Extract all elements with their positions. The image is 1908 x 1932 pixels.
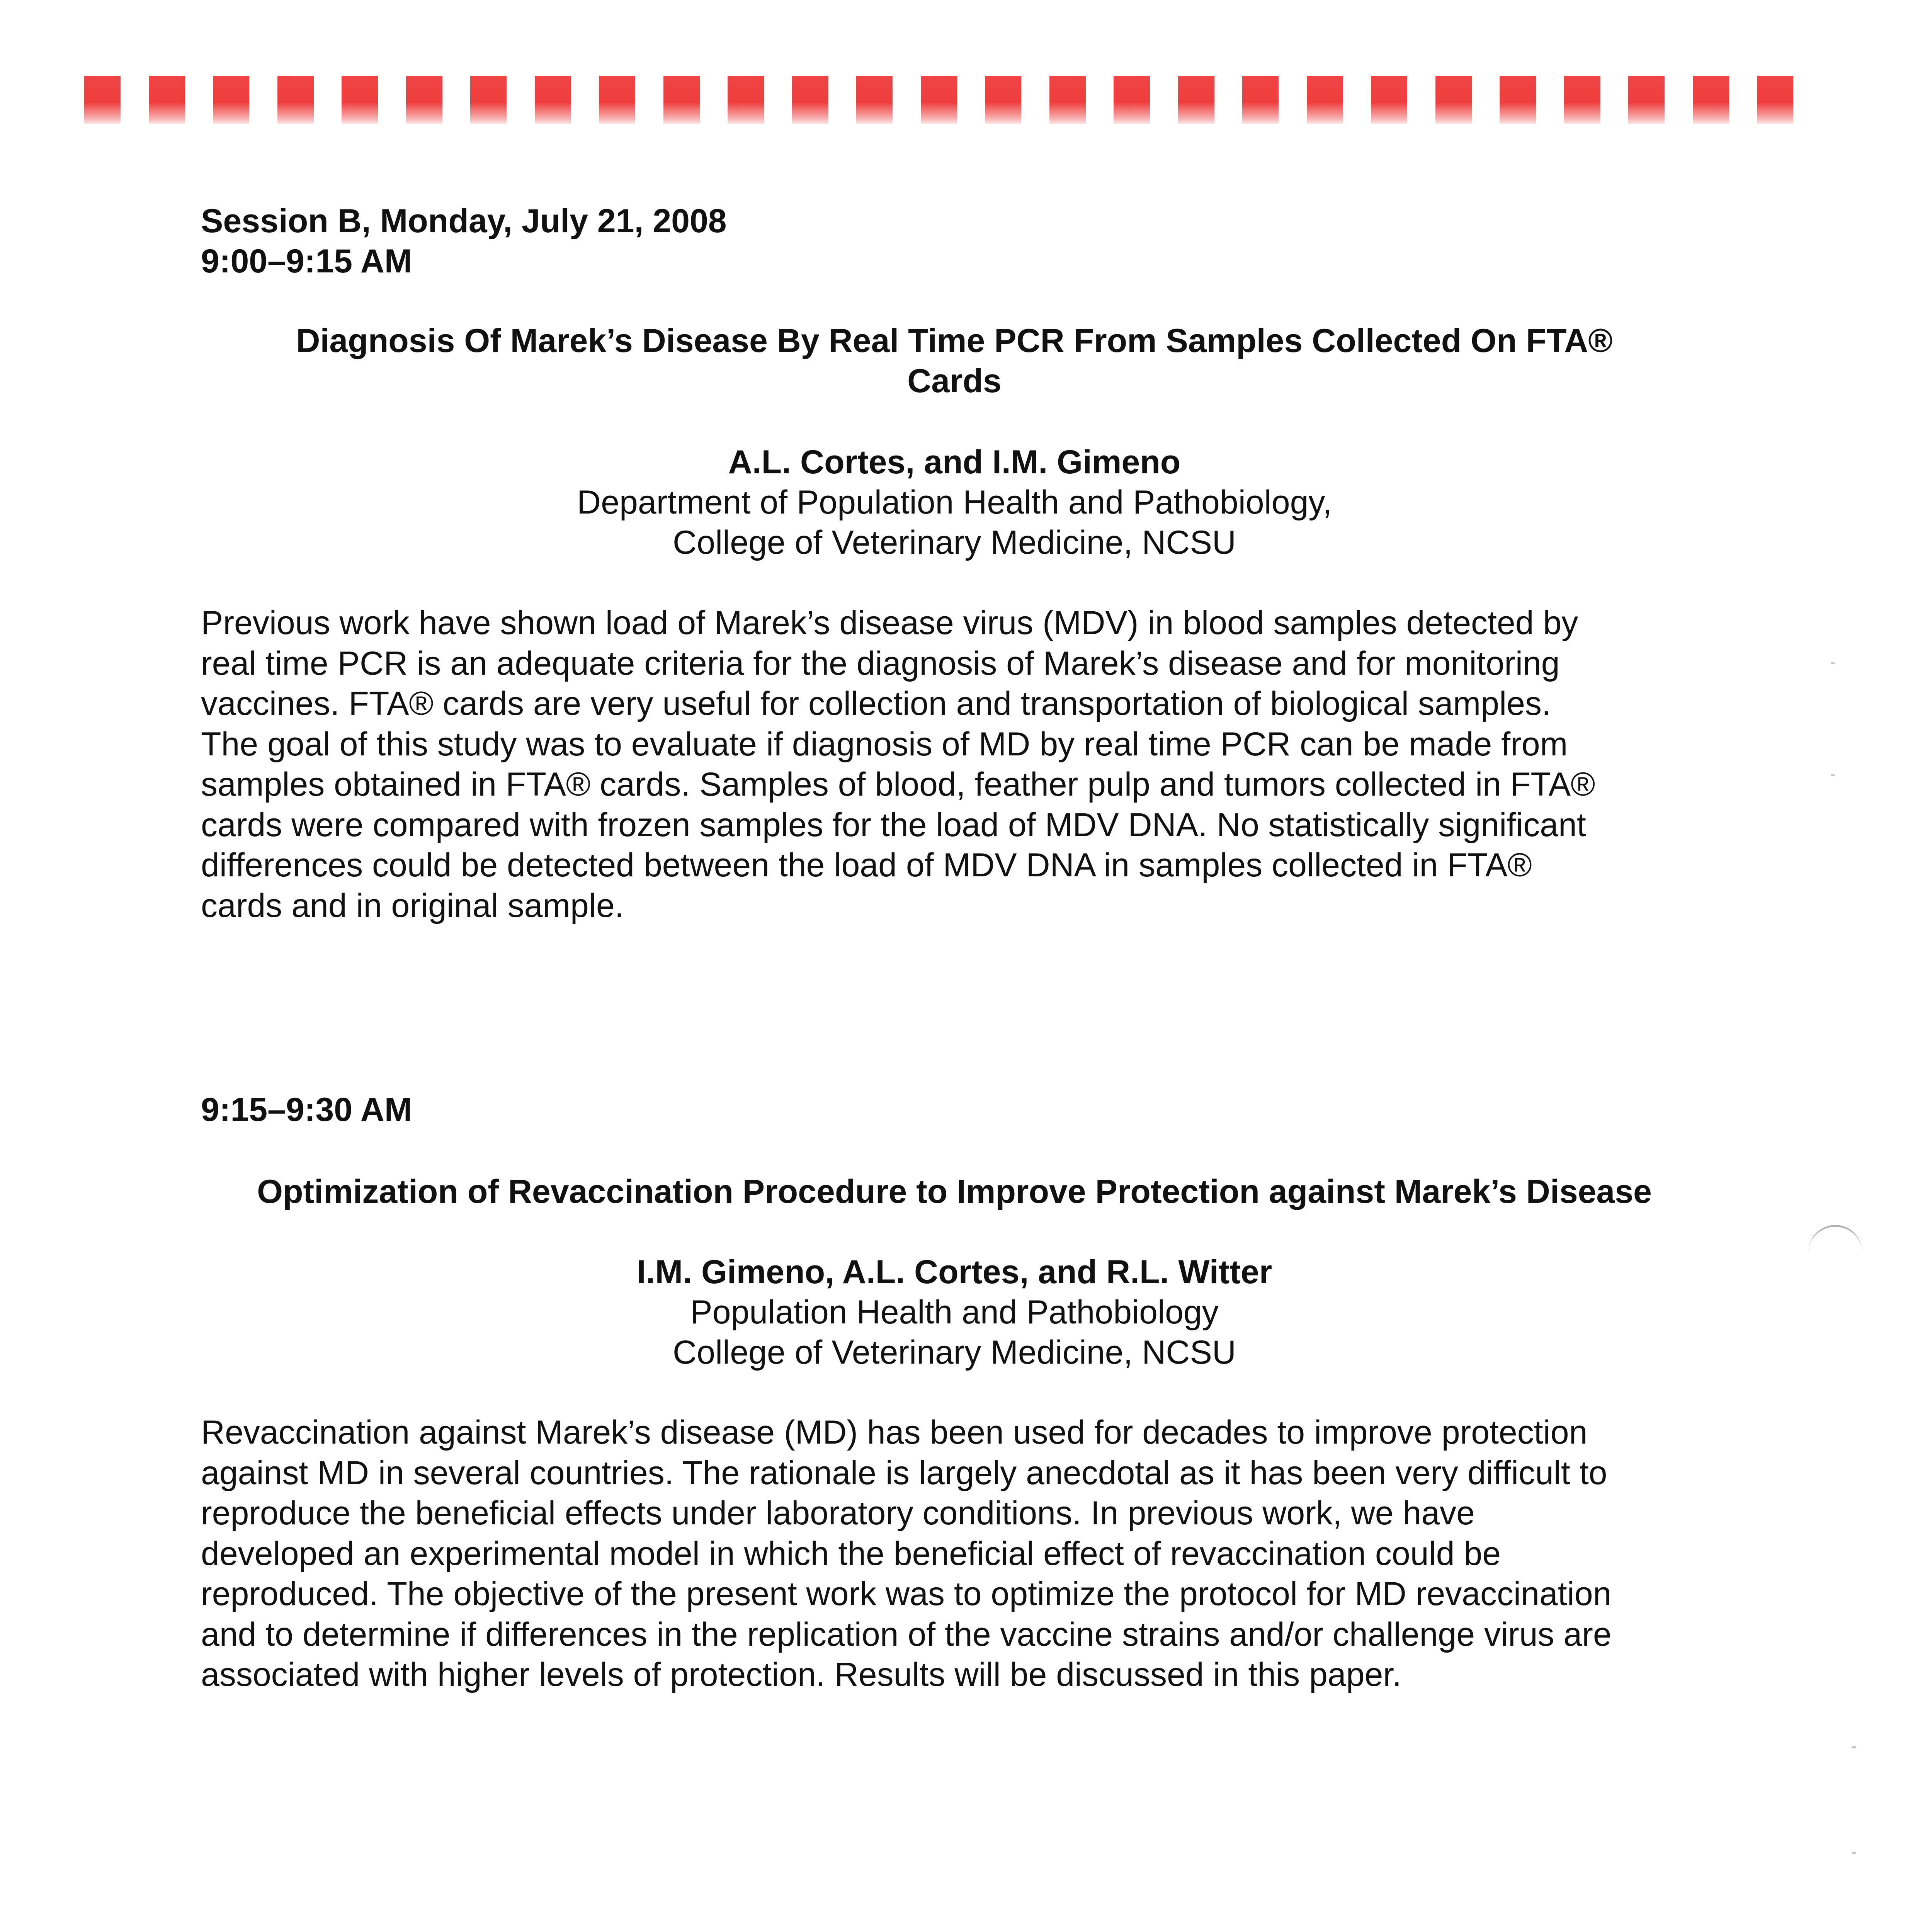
talk-1-authors: A.L. Cortes, and I.M. Gimeno bbox=[728, 444, 1181, 481]
border-dash bbox=[1500, 76, 1536, 124]
border-dash bbox=[1307, 76, 1343, 124]
border-dash bbox=[663, 76, 700, 124]
talk-1-abstract bbox=[201, 603, 1700, 926]
border-dash bbox=[1757, 76, 1793, 124]
border-dash bbox=[1564, 76, 1600, 124]
talk-2-title bbox=[201, 1172, 1708, 1212]
talk-2-affiliation-line: College of Veterinary Medicine, NCSU bbox=[673, 1334, 1236, 1371]
abstract-line: The goal of this study was to evaluate if diagnosis of MD by real time PCR can be made from bbox=[201, 725, 1568, 763]
border-dash bbox=[1693, 76, 1729, 124]
border-dash bbox=[856, 76, 893, 124]
abstract-line: and to determine if differences in the replication of the vaccine strains and/or challenge virus are bbox=[201, 1616, 1612, 1653]
talk-1-affiliation-line: Department of Population Health and Pathobiology, bbox=[577, 484, 1332, 521]
border-dash bbox=[1628, 76, 1665, 124]
abstract-line: differences could be detected between the load of MDV DNA in samples collected in FTA® bbox=[201, 847, 1532, 884]
talk-1-title-line: Cards bbox=[907, 362, 1002, 400]
abstract-line: cards and in original sample. bbox=[201, 887, 624, 924]
border-dash bbox=[470, 76, 507, 124]
abstract-line: Previous work have shown load of Marek’s disease virus (MDV) in blood samples detected by bbox=[201, 604, 1578, 641]
border-dash bbox=[406, 76, 442, 124]
scan-artifact bbox=[1831, 662, 1835, 664]
border-dash bbox=[277, 76, 314, 124]
talk-2-affiliation bbox=[201, 1292, 1708, 1372]
border-dash bbox=[985, 76, 1021, 124]
abstract-line: reproduce the beneficial effects under laboratory conditions. In previous work, we have bbox=[201, 1495, 1475, 1532]
session-header: Session B, Monday, July 21, 2008 bbox=[201, 202, 727, 240]
border-dash bbox=[535, 76, 571, 124]
talk-2-abstract bbox=[201, 1412, 1700, 1695]
talk-2-title-line: Optimization of Revaccination Procedure to Improve Protection against Marek’s Disease bbox=[257, 1173, 1652, 1210]
abstract-line: associated with higher levels of protection. Results will be discussed in this paper. bbox=[201, 1656, 1402, 1693]
border-dash bbox=[792, 76, 828, 124]
scan-artifact bbox=[1831, 774, 1835, 776]
border-dash bbox=[1114, 76, 1150, 124]
abstract-line: Revaccination against Marek’s disease (MD) has been used for decades to improve protection bbox=[201, 1414, 1588, 1451]
border-dash bbox=[1049, 76, 1086, 124]
border-dash bbox=[84, 76, 121, 124]
talk-1-affiliation-line: College of Veterinary Medicine, NCSU bbox=[673, 524, 1236, 561]
talk-1-time: 9:00–9:15 AM bbox=[201, 243, 412, 280]
abstract-line: against MD in several countries. The rationale is largely anecdotal as it has been very difficult to bbox=[201, 1454, 1607, 1492]
scan-artifact bbox=[1852, 1746, 1856, 1748]
border-dash bbox=[1242, 76, 1279, 124]
talk-2-affiliation-line: Population Health and Pathobiology bbox=[690, 1294, 1219, 1331]
border-dash bbox=[1371, 76, 1407, 124]
border-dash bbox=[1435, 76, 1472, 124]
border-dash bbox=[342, 76, 378, 124]
border-dash bbox=[149, 76, 185, 124]
talk-1-title-line: Diagnosis Of Marek’s Disease By Real Time PCR From Samples Collected On FTA® bbox=[296, 322, 1613, 359]
border-dash bbox=[1178, 76, 1214, 124]
abstract-line: vaccines. FTA® cards are very useful for collection and transportation of biological samples. bbox=[201, 685, 1551, 722]
scan-artifact bbox=[1852, 1852, 1856, 1854]
talk-2-authors: I.M. Gimeno, A.L. Cortes, and R.L. Witter bbox=[636, 1253, 1272, 1291]
scan-arc-artifact bbox=[1808, 1225, 1862, 1281]
abstract-line: reproduced. The objective of the present work was to optimize the protocol for MD revaccination bbox=[201, 1575, 1612, 1612]
border-dash bbox=[921, 76, 957, 124]
decorative-dash-border bbox=[84, 76, 1804, 126]
abstract-line: developed an experimental model in which the beneficial effect of revaccination could be bbox=[201, 1535, 1501, 1572]
talk-1-affiliation bbox=[201, 482, 1708, 563]
abstract-line: real time PCR is an adequate criteria for the diagnosis of Marek’s disease and for monitoring bbox=[201, 645, 1560, 682]
talk-2-time: 9:15–9:30 AM bbox=[201, 1091, 412, 1128]
border-dash bbox=[213, 76, 249, 124]
border-dash bbox=[599, 76, 635, 124]
abstract-line: cards were compared with frozen samples for the load of MDV DNA. No statistically significant bbox=[201, 806, 1586, 844]
abstract-line: samples obtained in FTA® cards. Samples of blood, feather pulp and tumors collected in FTA® bbox=[201, 766, 1595, 803]
border-dash bbox=[728, 76, 764, 124]
talk-1-title bbox=[201, 321, 1708, 401]
